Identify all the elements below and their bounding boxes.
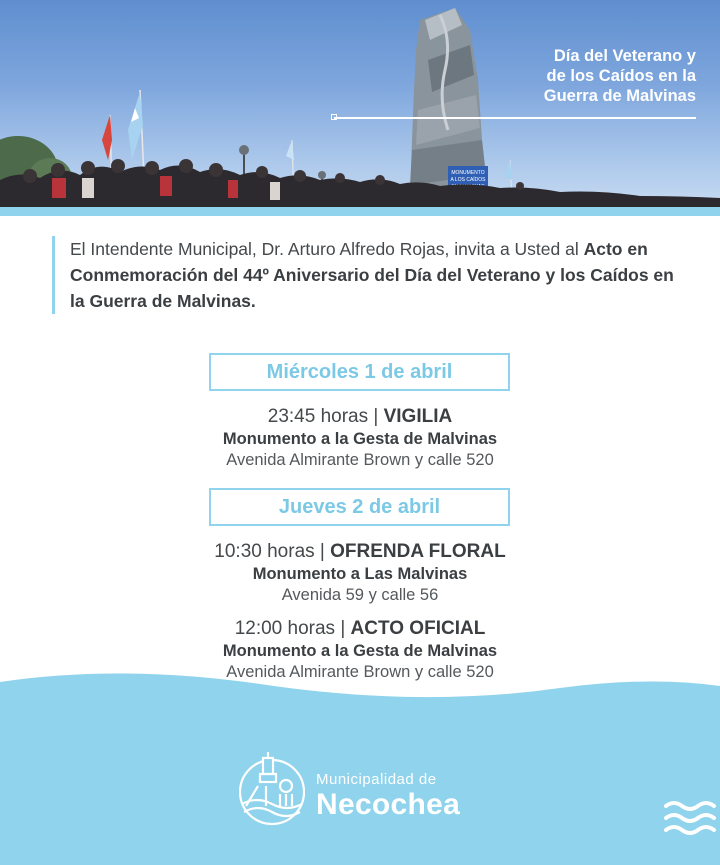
event-address: Avenida 59 y calle 56 — [281, 586, 439, 604]
event-time: 12:00 horas | — [234, 618, 351, 639]
event-address: Avenida Almirante Brown y calle 520 — [226, 451, 494, 469]
municipality-name: Necochea — [316, 788, 461, 821]
invitation-intro: El Intendente Municipal, Dr. Arturo Alfredo Rojas, invita a Usted al — [70, 239, 584, 259]
date-box-thursday: Jueves 2 de abril — [209, 488, 510, 526]
event-time: 10:30 horas | — [214, 541, 331, 562]
invitation-text — [52, 236, 690, 314]
event-place: Monumento a la Gesta de Malvinas — [222, 642, 498, 660]
header-title: Día del Veterano y de los Caídos en la Guerra de Malvinas — [543, 47, 696, 105]
svg-text:A LOS CAÍDOS: A LOS CAÍDOS — [450, 177, 486, 183]
municipality-logo-text — [316, 771, 460, 821]
header-accent-band — [0, 207, 720, 216]
date-box-wednesday: Miércoles 1 de abril — [209, 353, 510, 391]
footer-wave-background — [0, 670, 720, 865]
municipality-label: Municipalidad de — [316, 771, 437, 788]
header-divider-line — [334, 117, 696, 119]
event-time: 23:45 horas | — [267, 406, 384, 427]
event-place: Monumento a la Gesta de Malvinas — [222, 430, 498, 448]
event-ofrenda-floral — [0, 540, 720, 606]
event-name: VIGILIA — [383, 406, 453, 427]
event-name: ACTO OFICIAL — [350, 618, 486, 639]
invitation-event-title: Acto en Conmemoración del 44º Aniversario del Día del Veterano y los Caídos en la Guerra de Malvinas. — [70, 239, 674, 311]
header-photo — [0, 0, 720, 210]
event-place: Monumento a Las Malvinas — [252, 565, 468, 583]
event-address: Avenida Almirante Brown y calle 520 — [226, 663, 494, 681]
svg-text:MONUMENTO: MONUMENTO — [451, 170, 485, 176]
event-name: OFRENDA FLORAL — [330, 541, 506, 562]
event-vigilia — [0, 405, 720, 471]
